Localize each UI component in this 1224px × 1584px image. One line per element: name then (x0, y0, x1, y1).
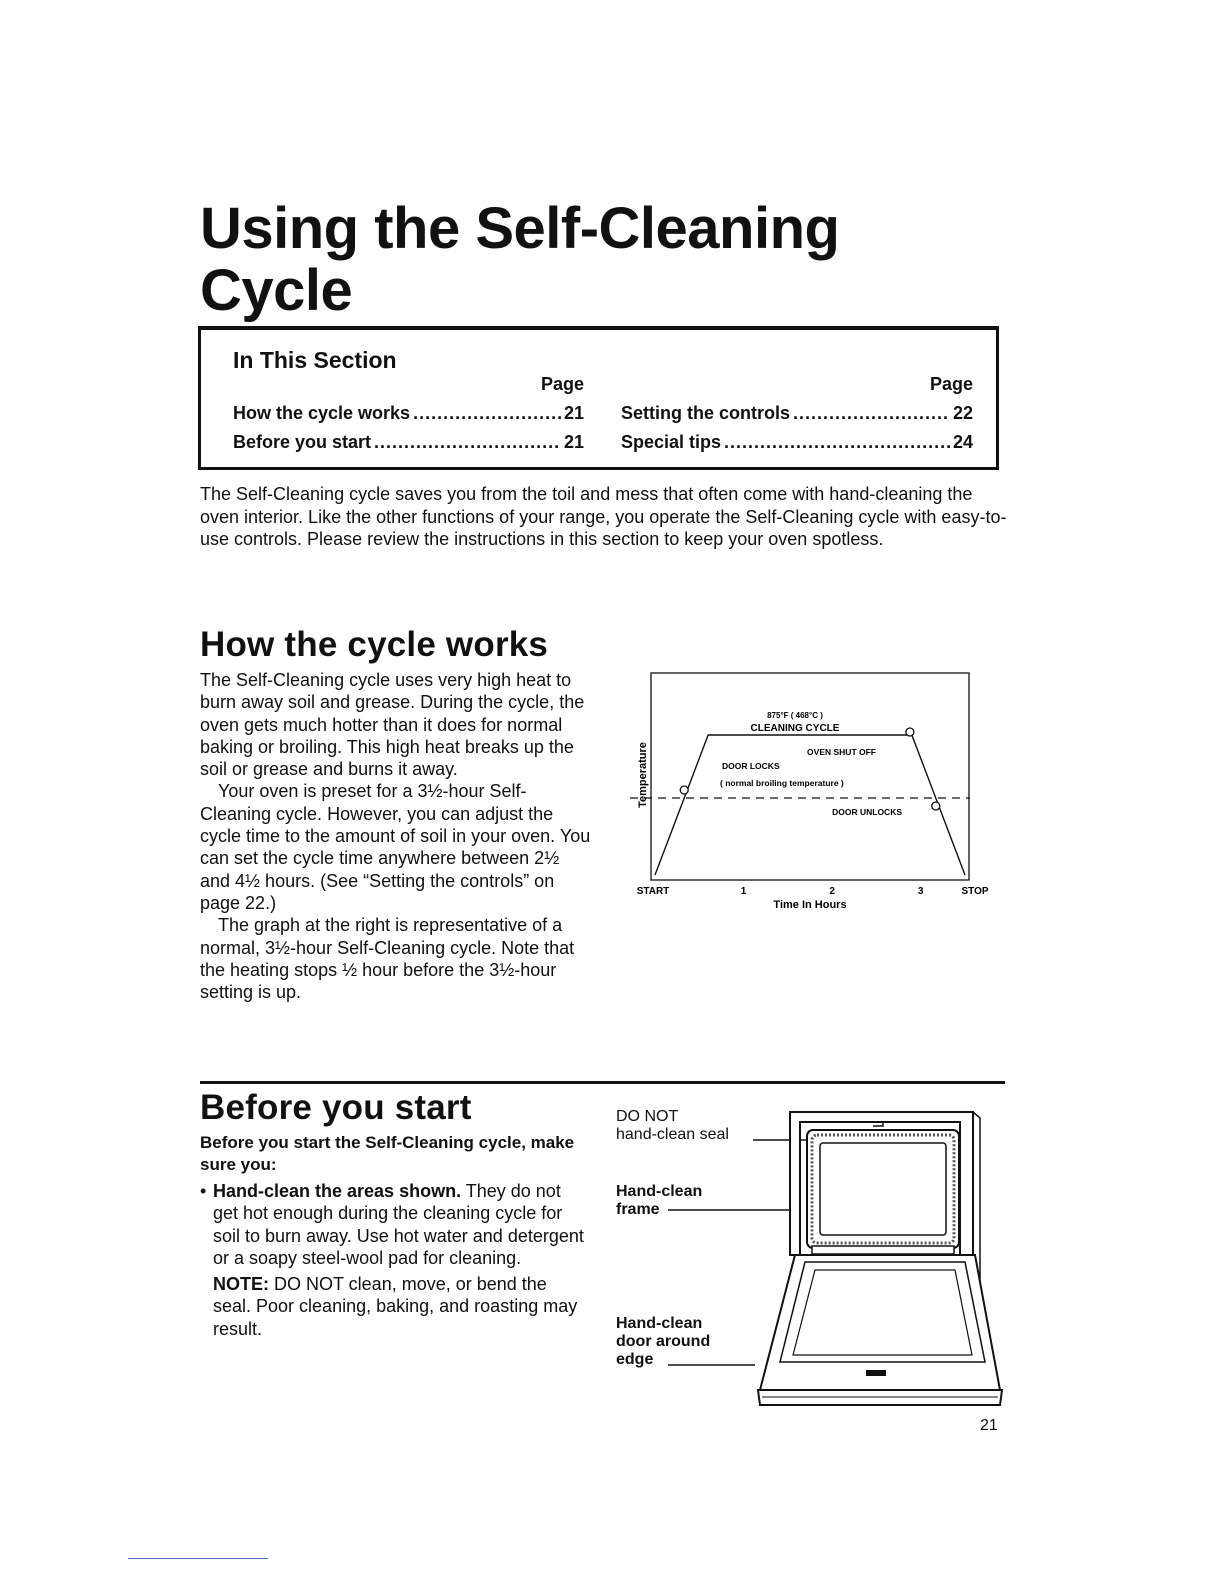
how-cycle-works-body (200, 669, 592, 1003)
label-frame: frame (616, 1201, 660, 1218)
frame-bottom-strip (812, 1246, 954, 1254)
toc-leader-dots (374, 432, 561, 453)
door-handle-latch (866, 1370, 886, 1376)
before-you-start-body (200, 1180, 585, 1340)
section-divider (200, 1081, 1005, 1084)
intro-paragraph: The Self-Cleaning cycle saves you from the toil and mess that often come with hand-cleaning the oven interior. Like the other functions of your range, you operate the Self-Cleaning cycle with easy-to-use controls. Please review the instructions in this section to keep your oven spotless. (200, 484, 1007, 549)
toc-link-label: Special tips (621, 432, 722, 452)
how-paragraph-1: The Self-Cleaning cycle uses very high heat to burn away soil and grease. During the cycle, the oven gets much hotter than it does for normal baking or broiling. This high heat breaks up the soil or grease and burns it away. (200, 670, 585, 780)
oven-shut-off-marker (906, 728, 914, 736)
footer-line (128, 1558, 268, 1559)
label-hand-clean-seal: hand-clean seal (616, 1126, 729, 1143)
toc-page-header: Page (540, 374, 584, 394)
door-locks-marker (680, 786, 688, 794)
toc-heading: In This Section (233, 347, 397, 373)
oven-interior (820, 1143, 946, 1235)
note-text: DO NOT clean, move, or bend the seal. Poor cleaning, baking, and roasting may result. (213, 1274, 578, 1339)
toc-page-number: 21 (563, 403, 584, 423)
oven-door-illustration (600, 1100, 1005, 1410)
how-cycle-works-heading: How the cycle works (200, 625, 549, 664)
toc-link-label: How the cycle works (233, 403, 411, 423)
y-axis-label: Temperature (637, 742, 649, 808)
page-title (200, 198, 960, 322)
page-number: 21 (980, 1417, 998, 1434)
x-tick-label: STOP (961, 886, 989, 897)
toc-page-number: 22 (952, 403, 973, 423)
before-you-start-heading: Before you start (200, 1088, 472, 1127)
door-unlocks-marker (932, 802, 940, 810)
toc-link-label: Setting the controls (621, 403, 791, 423)
label-edge: edge (616, 1351, 654, 1368)
self-clean-temperature-chart (620, 660, 1000, 920)
toc-leader-dots (793, 403, 950, 424)
toc-page-number: 21 (563, 432, 584, 452)
toc-link-special-tips[interactable] (621, 432, 973, 453)
peak-temperature-label: 875°F ( 468°C ) (767, 711, 823, 720)
label-hand-clean: Hand-clean (616, 1183, 703, 1200)
title-line-2: Cycle (200, 258, 353, 323)
chart-frame (651, 673, 969, 880)
x-tick-label: START (636, 886, 670, 897)
toc-link-before-you-start[interactable] (233, 432, 584, 453)
broil-temperature-label: ( normal broiling temperature ) (720, 778, 844, 788)
note (200, 1273, 585, 1340)
hinge-icon (870, 1122, 883, 1126)
toc-link-setting-controls[interactable] (621, 403, 973, 424)
cleaning-cycle-label: CLEANING CYCLE (750, 723, 840, 734)
toc-right-column (621, 374, 973, 453)
oven-door-window (793, 1270, 972, 1355)
how-paragraph-3: The graph at the right is representative of a normal, 3½-hour Self-Cleaning cycle. Note that the heating stops ½ hour before the 3½-hour setting is up. (200, 915, 575, 1003)
x-tick-labels (637, 886, 989, 897)
bullet-dot: • (200, 1181, 207, 1201)
x-axis-label: Time In Hours (773, 899, 847, 911)
toc-left-column (233, 374, 584, 453)
door-locks-label: DOOR LOCKS (722, 761, 780, 771)
toc-link-how-it-works[interactable] (233, 403, 584, 424)
label-do-not: DO NOT (616, 1108, 679, 1125)
toc-leader-dots (724, 432, 950, 453)
toc-leader-dots (413, 403, 561, 424)
hand-clean-bullet (200, 1180, 585, 1269)
toc-page-number: 24 (952, 432, 973, 452)
bullet-text: They do not get hot enough during the cleaning cycle for soil to burn away. Use hot water and detergent or a soapy steel-wool pad for cleaning. (213, 1181, 584, 1268)
note-label: NOTE: (213, 1274, 269, 1295)
x-tick-label: 2 (829, 886, 835, 897)
label-door-around: door around (616, 1333, 711, 1350)
label-hand-clean: Hand-clean (616, 1315, 703, 1332)
how-paragraph-2: Your oven is preset for a 3½-hour Self-Cleaning cycle. However, you can adjust the cycle time to the amount of soil in your oven. You can set the cycle time anywhere between 2½ and 4½ hours. (See “Setting the controls” on page 22.) (200, 781, 591, 913)
toc-link-label: Before you start (233, 432, 372, 452)
x-tick-label: 1 (740, 886, 747, 897)
x-tick-label: 3 (917, 886, 924, 897)
door-unlocks-label: DOOR UNLOCKS (832, 807, 902, 817)
oven-shut-off-label: OVEN SHUT OFF (807, 747, 876, 757)
toc-page-header: Page (929, 374, 973, 394)
before-you-start-subhead: Before you start the Self-Cleaning cycle, make sure you: (200, 1133, 575, 1174)
bullet-bold-text: Hand-clean the areas shown. (213, 1181, 462, 1201)
title-line-1: Using the Self-Cleaning (200, 196, 840, 261)
